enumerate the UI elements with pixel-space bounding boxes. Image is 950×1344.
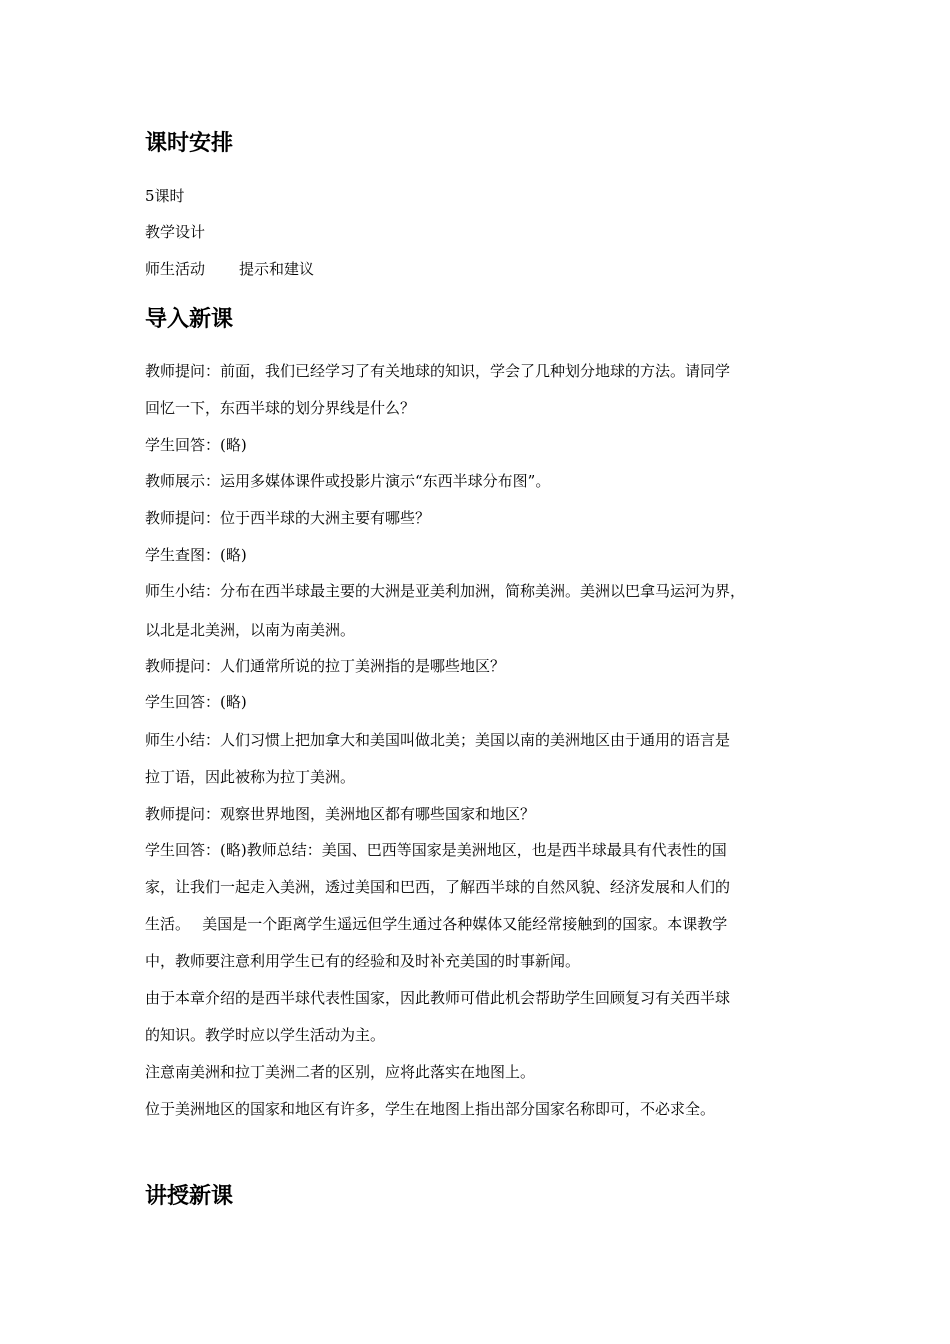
paragraph-line: 中，教师要注意利用学生已有的经验和及时补充美国的时事新闻。 <box>145 952 581 970</box>
paragraph-line: 的知识。教学时应以学生活动为主。 <box>145 1026 386 1044</box>
paragraph-line: 学生查图：(略) <box>145 546 247 564</box>
paragraph-line: 师生小结：人们习惯上把加拿大和美国叫做北美；美国以南的美洲地区由于通用的语言是 <box>145 731 731 749</box>
paragraph-line: 家，让我们一起走入美洲，透过美国和巴西，了解西半球的自然风貌、经济发展和人们的 <box>145 878 731 896</box>
paragraph-line: 注意南美洲和拉丁美洲二者的区别，应将此落实在地图上。 <box>145 1063 536 1081</box>
paragraph-line: 由于本章介绍的是西半球代表性国家，因此教师可借此机会帮助学生回顾复习有关西半球 <box>145 989 731 1007</box>
paragraph-line: 学生回答：(略) <box>145 436 247 454</box>
paragraph-line: 师生小结：分布在西半球最主要的大洲是亚美利加洲，简称美洲。美洲以巴拿马运河为界， <box>145 582 746 600</box>
teaching-design-label: 教学设计 <box>145 223 206 241</box>
paragraph-line: 教师提问：位于西半球的大洲主要有哪些？ <box>145 509 431 527</box>
table-header-row <box>145 259 314 279</box>
column-activity: 师生活动 <box>145 260 206 278</box>
paragraph-line: 回忆一下，东西半球的划分界线是什么？ <box>145 399 416 417</box>
column-tips: 提示和建议 <box>239 260 315 278</box>
paragraph-line: 拉丁语，因此被称为拉丁美洲。 <box>145 768 356 786</box>
heading-intro: 导入新课 <box>145 307 234 332</box>
paragraph-line: 教师展示：运用多媒体课件或投影片演示“东西半球分布图”。 <box>145 472 551 490</box>
paragraph-line: 以北是北美洲，以南为南美洲。 <box>145 621 356 639</box>
heading-schedule: 课时安排 <box>145 131 234 156</box>
paragraph-line: 教师提问：前面，我们已经学习了有关地球的知识，学会了几种划分地球的方法。请同学 <box>145 362 731 380</box>
class-hours: 5课时 <box>145 187 185 205</box>
paragraph-line: 位于美洲地区的国家和地区有许多，学生在地图上指出部分国家名称即可，不必求全。 <box>145 1100 716 1118</box>
paragraph-line: 教师提问：观察世界地图，美洲地区都有哪些国家和地区？ <box>145 805 536 823</box>
paragraph-line: 学生回答：(略)教师总结：美国、巴西等国家是美洲地区，也是西半球最具有代表性的国 <box>145 841 727 859</box>
paragraph-line: 生活。 美国是一个距离学生遥远但学生通过各种媒体又能经常接触到的国家。本课教学 <box>145 915 728 933</box>
heading-new-lesson: 讲授新课 <box>145 1184 234 1209</box>
paragraph-line: 学生回答：(略) <box>145 693 247 711</box>
paragraph-line: 教师提问：人们通常所说的拉丁美洲指的是哪些地区？ <box>145 657 506 675</box>
